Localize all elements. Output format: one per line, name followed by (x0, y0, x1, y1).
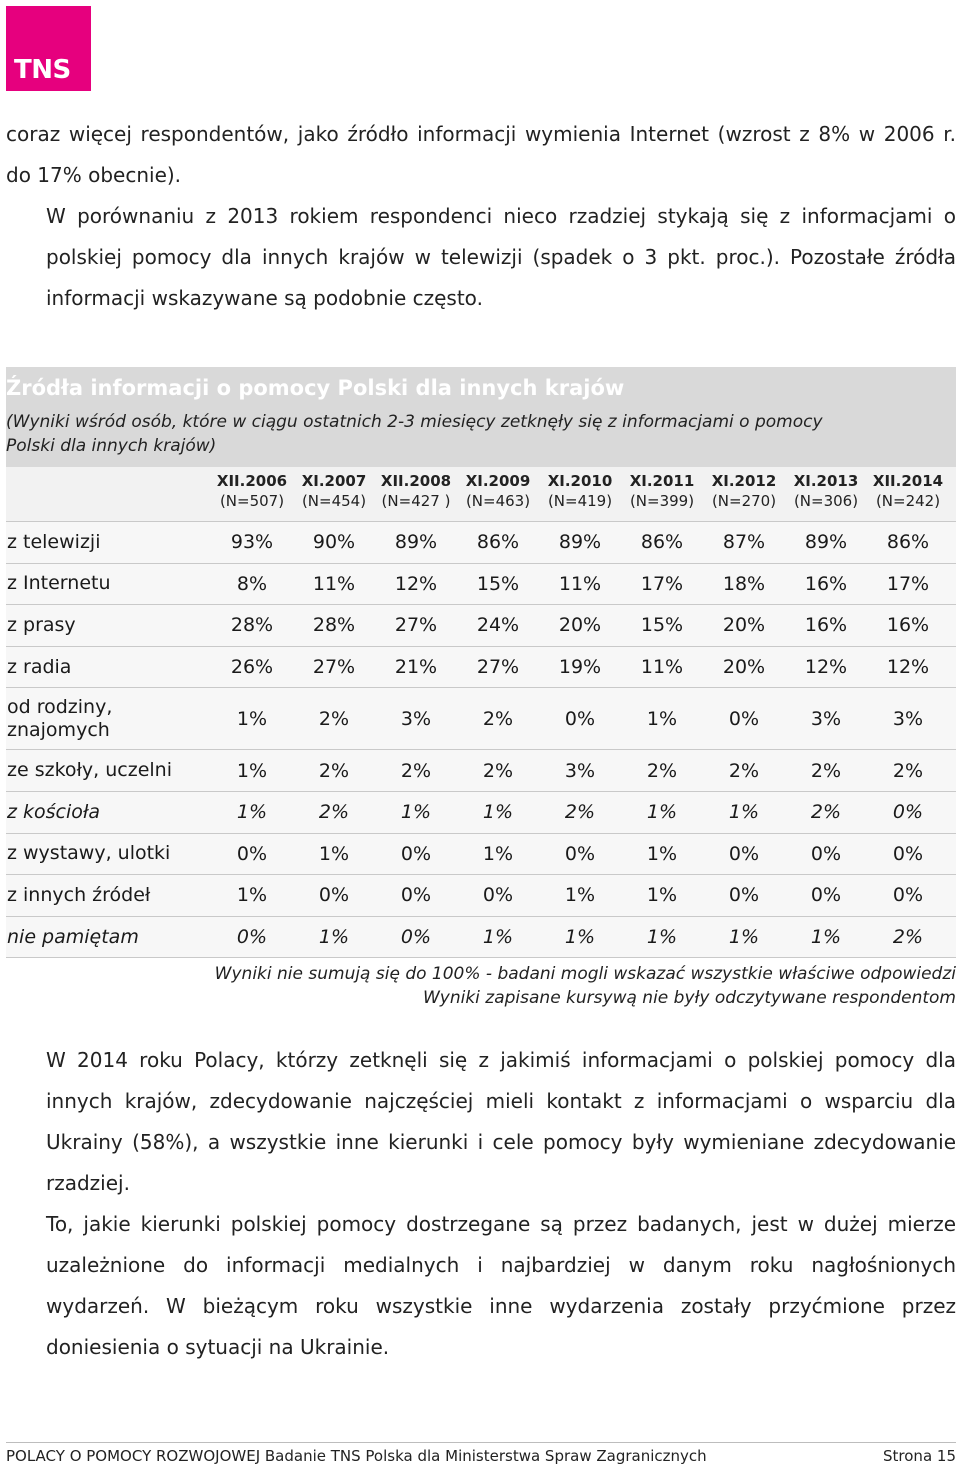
table-cell: 2% (646, 759, 678, 782)
table-cell: 3% (400, 707, 432, 730)
column-sample-size: (N=399) (629, 492, 695, 510)
table-cell: 1% (482, 842, 514, 865)
table-cell: 19% (558, 656, 602, 679)
table-note-2: Wyniki zapisane kursywą nie były odczytywane respondentom (422, 988, 956, 1009)
table-cell: 2% (892, 926, 924, 949)
table-cell: 2% (810, 801, 842, 824)
table-cell: 1% (236, 884, 268, 907)
table-body (6, 522, 956, 958)
table-row (6, 522, 956, 564)
column-sample-size: (N=306) (793, 492, 859, 510)
table-cell: 1% (646, 884, 678, 907)
table-cell: 0% (236, 842, 268, 865)
table-cell: 2% (728, 759, 760, 782)
table-cell: 1% (318, 842, 350, 865)
table-cell: 3% (892, 707, 924, 730)
header-spacer (6, 467, 211, 521)
table-cell: 0% (892, 884, 924, 907)
column-sample-size: (N=463) (465, 492, 531, 510)
body-text (6, 1040, 956, 1368)
table-cell: 21% (394, 656, 438, 679)
table-cell: 11% (640, 656, 684, 679)
table-cell: 28% (230, 614, 274, 637)
table-row (6, 647, 956, 689)
column-period: XI.2013 (793, 472, 859, 490)
page-number: Strona 15 (883, 1446, 956, 1465)
logo-text: TNS (14, 55, 71, 85)
column-header (867, 467, 949, 521)
row-label: ze szkoły, uczelni (7, 759, 172, 782)
table-cell: 87% (722, 531, 766, 554)
column-period: XI.2009 (465, 472, 531, 490)
table-cell: 1% (400, 801, 432, 824)
table-cell: 0% (564, 707, 596, 730)
row-label: z kościoła (7, 800, 100, 823)
row-label: z wystawy, ulotki (7, 842, 171, 865)
table-cell: 1% (236, 707, 268, 730)
table-cell: 86% (640, 531, 684, 554)
column-period: XII.2006 (216, 472, 288, 490)
table-header-block (6, 367, 956, 467)
table-cell: 27% (476, 656, 520, 679)
table-cell: 2% (482, 759, 514, 782)
column-sample-size: (N=419) (547, 492, 613, 510)
table-cell: 17% (886, 572, 930, 595)
row-label: z innych źródeł (7, 883, 151, 906)
table-cell: 12% (394, 572, 438, 595)
column-sample-size: (N=270) (711, 492, 777, 510)
table-cell: 2% (400, 759, 432, 782)
column-header (211, 467, 293, 521)
table-cell: 0% (892, 801, 924, 824)
table-cell: 86% (886, 531, 930, 554)
table-cell: 89% (394, 531, 438, 554)
column-period: XII.2014 (872, 472, 944, 490)
column-header (539, 467, 621, 521)
page-footer (6, 1442, 956, 1465)
table-cell: 16% (804, 572, 848, 595)
table-cell: 2% (564, 801, 596, 824)
table-cell: 1% (236, 801, 268, 824)
table-cell: 26% (230, 656, 274, 679)
table-cell: 1% (482, 926, 514, 949)
column-header (621, 467, 703, 521)
table-cell: 2% (482, 707, 514, 730)
table-cell: 1% (646, 926, 678, 949)
table-cell: 0% (400, 926, 432, 949)
table-cell: 11% (312, 572, 356, 595)
table-cell: 8% (236, 572, 268, 595)
intro-paragraph-1: coraz więcej respondentów, jako źródło informacji wymienia Internet (wzrost z 8% w 2006 r. do 17% obecnie). (6, 122, 956, 187)
table-cell: 16% (886, 614, 930, 637)
table-cell: 2% (318, 759, 350, 782)
row-label: nie pamiętam (7, 925, 139, 948)
column-header (785, 467, 867, 521)
table-cell: 0% (728, 884, 760, 907)
row-label: od rodziny, znajomych (7, 695, 113, 741)
table-cell: 1% (646, 801, 678, 824)
table-row (6, 917, 956, 959)
row-label: z telewizji (7, 530, 101, 553)
table-cell: 24% (476, 614, 520, 637)
table-row (6, 875, 956, 917)
table-cell: 0% (482, 884, 514, 907)
table-cell: 0% (400, 842, 432, 865)
column-period: XI.2010 (547, 472, 613, 490)
table-subtitle: (Wyniki wśród osób, które w ciągu ostatnich 2-3 miesięcy zetknęły się z informacjami o pomocy Polski dla innych krajów) (6, 412, 823, 456)
table-cell: 1% (318, 926, 350, 949)
table-cell: 0% (810, 842, 842, 865)
sources-table (6, 367, 956, 1010)
table-cell: 1% (482, 801, 514, 824)
table-cell: 1% (564, 926, 596, 949)
body-paragraph-1: W 2014 roku Polacy, którzy zetknęli się z jakimiś informacjami o polskiej pomocy dla innych krajów, zdecydowanie najczęściej mieli kontakt z informacjami o wsparciu dla Ukrainy (58%), a wszystkie inne kierunki i cele pomocy były wymieniane zdecydowanie rzadziej. (46, 1048, 956, 1195)
table-cell: 16% (804, 614, 848, 637)
column-period: XI.2007 (301, 472, 367, 490)
table-note-1: Wyniki nie sumują się do 100% - badani mogli wskazać wszystkie właściwe odpowiedzi (214, 964, 956, 985)
column-header (293, 467, 375, 521)
tns-logo (6, 6, 91, 91)
column-sample-size: (N=454) (301, 492, 367, 510)
table-cell: 0% (236, 926, 268, 949)
table-cell: 3% (564, 759, 596, 782)
table-cell: 20% (558, 614, 602, 637)
column-period: XI.2012 (711, 472, 777, 490)
table-cell: 0% (728, 842, 760, 865)
table-cell: 20% (722, 656, 766, 679)
table-cell: 0% (892, 842, 924, 865)
footer-title: POLACY O POMOCY ROZWOJOWEJ Badanie TNS Polska dla Ministerstwa Spraw Zagranicznych (6, 1446, 707, 1465)
table-cell: 15% (640, 614, 684, 637)
table-cell: 0% (564, 842, 596, 865)
table-cell: 20% (722, 614, 766, 637)
column-period: XI.2011 (629, 472, 695, 490)
table-cell: 11% (558, 572, 602, 595)
table-cell: 18% (722, 572, 766, 595)
table-cell: 27% (312, 656, 356, 679)
column-header (375, 467, 457, 521)
table-cell: 12% (804, 656, 848, 679)
table-cell: 15% (476, 572, 520, 595)
table-cell: 2% (892, 759, 924, 782)
table-cell: 1% (236, 759, 268, 782)
column-sample-size: (N=427 ) (381, 492, 451, 510)
table-cell: 0% (400, 884, 432, 907)
table-cell: 2% (810, 759, 842, 782)
table-cell: 2% (318, 707, 350, 730)
table-cell: 3% (810, 707, 842, 730)
table-row (6, 750, 956, 792)
table-cell: 1% (564, 884, 596, 907)
table-cell: 0% (728, 707, 760, 730)
table-column-headers (6, 467, 956, 522)
intro-paragraph-2: W porównaniu z 2013 rokiem respondenci nieco rzadziej stykają się z informacjami o polskiej pomocy dla innych krajów w telewizji (spadek o 3 pkt. proc.). Pozostałe źródła informacji wskazywane są podobnie często. (46, 204, 956, 310)
table-cell: 0% (318, 884, 350, 907)
row-label: z prasy (7, 613, 76, 636)
column-sample-size: (N=507) (219, 492, 285, 510)
column-header (457, 467, 539, 521)
table-cell: 28% (312, 614, 356, 637)
table-title: Źródła informacji o pomocy Polski dla innych krajów (6, 376, 625, 400)
intro-text (6, 114, 956, 319)
column-sample-size: (N=242) (875, 492, 941, 510)
table-row (6, 792, 956, 834)
table-cell: 1% (646, 707, 678, 730)
table-cell: 1% (728, 801, 760, 824)
row-label: z Internetu (7, 572, 111, 595)
table-cell: 1% (728, 926, 760, 949)
column-header (703, 467, 785, 521)
table-cell: 2% (318, 801, 350, 824)
table-cell: 1% (646, 842, 678, 865)
table-cell: 17% (640, 572, 684, 595)
table-cell: 1% (810, 926, 842, 949)
column-period: XII.2008 (380, 472, 452, 490)
table-row (6, 564, 956, 606)
row-label: z radia (7, 655, 72, 678)
body-paragraph-2: To, jakie kierunki polskiej pomocy dostrzegane są przez badanych, jest w dużej mierze uzależnione do informacji medialnych i najbardziej w danym roku nagłośnionych wydarzeń. W bieżącym roku wszystkie inne wydarzenia zostały przyćmione przez doniesienia o sytuacji na Ukrainie. (46, 1212, 956, 1359)
table-row (6, 688, 956, 750)
table-cell: 27% (394, 614, 438, 637)
table-row (6, 834, 956, 876)
table-cell: 12% (886, 656, 930, 679)
table-cell: 89% (804, 531, 848, 554)
table-cell: 86% (476, 531, 520, 554)
table-cell: 93% (230, 531, 274, 554)
table-cell: 0% (810, 884, 842, 907)
table-cell: 90% (312, 531, 356, 554)
table-row (6, 605, 956, 647)
table-cell: 89% (558, 531, 602, 554)
